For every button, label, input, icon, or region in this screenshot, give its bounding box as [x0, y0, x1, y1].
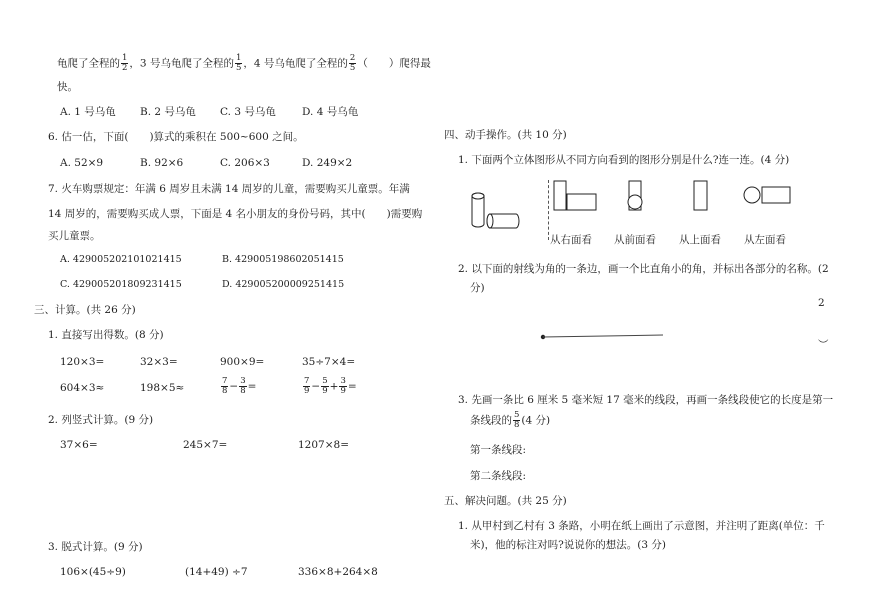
s3-p1-title: 1. 直接写出得数。(8 分): [48, 329, 164, 341]
s3-p1-r1-c1: 120×3=: [60, 356, 105, 368]
fraction-numerator: 7: [304, 376, 310, 386]
s5-q1-line1: 1. 从甲村到乙村有 3 条路，小明在纸上画出了示意图，并注明了距离(单位：千: [458, 520, 825, 532]
fraction-numerator: 1: [235, 53, 242, 63]
s3-p2-title: 2. 列竖式计算。(9 分): [48, 414, 154, 426]
equals: =: [347, 380, 357, 393]
fraction: [239, 377, 246, 396]
divider-dashed: [548, 180, 549, 240]
q7-option-b: B. 429005198602051415: [222, 254, 344, 265]
s4-q3-line1: 3. 先画一条比 6 厘米 5 毫米短 17 毫米的线段，再画一条线段使它的长度是第一: [458, 394, 834, 406]
fraction-denominator: 9: [340, 386, 346, 396]
fraction-denominator: 8: [222, 386, 228, 396]
operator: −: [311, 380, 321, 393]
q5-text-d: （ ）爬得最: [357, 57, 431, 70]
view-shape-2: [626, 180, 646, 212]
q6-option-d: D. 249×2: [302, 157, 353, 169]
view-label-top: 从上面看: [679, 234, 721, 246]
q7-option-a: A. 429005202101021415: [60, 254, 182, 265]
s3-p3-item2: (14+49) ÷7: [185, 566, 248, 578]
s4-q3-seg2: 第二条线段:: [470, 470, 527, 482]
solids-figure: [468, 190, 528, 232]
q5-text-a: 龟爬了全程的: [57, 57, 120, 70]
q5-line1: [57, 54, 431, 73]
fraction-numerator: 3: [240, 376, 246, 386]
fraction-2-5: [349, 54, 356, 73]
s3-p1-r2-c1: 604×3≈: [60, 382, 105, 394]
fraction-numerator: 3: [340, 376, 346, 386]
fraction-numerator: 1: [122, 53, 128, 63]
fraction-denominator: 8: [240, 386, 246, 396]
s3-p1-r2-c3: [220, 377, 256, 396]
s4-q1-stem: 1. 下面两个立体图形从不同方向看到的图形分别是什么?连一连。(4 分): [458, 154, 790, 166]
fraction-1-5: [235, 54, 242, 73]
s4-q2-line1: 2. 以下面的射线为角的一条边，画一个比直角小的角，并标出各部分的名称。(2: [458, 263, 829, 275]
fraction-5-8: [513, 411, 520, 430]
s3-p1-r1-c3: 900×9=: [220, 356, 265, 368]
side-mark: 2: [818, 297, 825, 309]
view-shape-1: [553, 180, 598, 212]
q6-option-a: A. 52×9: [60, 157, 104, 169]
ray-figure: [538, 330, 668, 342]
fraction-denominator: 5: [349, 63, 356, 73]
s3-p3-item1: 106×(45÷9): [60, 566, 126, 578]
s5-q1-line2: 米)，他的标注对吗?说说你的想法。(3 分): [470, 539, 666, 551]
q7-line2: 14 周岁的，需要购买成人票，下面是 4 名小朋友的身份号码，其中( )需要购: [48, 208, 423, 220]
q5-text-b: ，3 号乌龟爬了全程的: [129, 57, 234, 70]
s3-p1-r2-c2: 198×5≈: [140, 382, 185, 394]
view-label-left: 从左面看: [744, 234, 786, 246]
operator: −: [229, 380, 239, 393]
s4-q3-text-b: (4 分): [521, 414, 551, 427]
q5-option-a: A. 1 号乌龟: [60, 106, 116, 118]
section3-title: 三、计算。(共 26 分): [34, 304, 136, 316]
q7-line1: 7. 火车购票规定：年满 6 周岁且未满 14 周岁的儿童，需要购买儿童票。年满: [48, 183, 410, 195]
section4-title: 四、动手操作。(共 10 分): [444, 129, 567, 141]
s3-p1-r1-c2: 32×3=: [140, 356, 178, 368]
fraction: [339, 377, 346, 396]
fraction-denominator: 5: [235, 63, 242, 73]
q5-option-c: C. 3 号乌龟: [220, 106, 276, 118]
s3-p2-item1: 37×6=: [60, 439, 98, 451]
s4-q3-line2: [470, 411, 550, 430]
fraction-1-2: [121, 54, 128, 73]
fraction: [321, 377, 328, 396]
fraction-numerator: 7: [222, 376, 228, 386]
s3-p1-r2-c4: [302, 377, 357, 396]
s3-p2-item3: 1207×8=: [298, 439, 349, 451]
s3-p3-title: 3. 脱式计算。(9 分): [48, 541, 143, 553]
fraction-denominator: 9: [322, 386, 328, 396]
q7-option-d: D. 429005200009251415: [222, 279, 345, 290]
q6-stem: 6. 估一估，下面( )算式的乘积在 500~600 之间。: [48, 131, 304, 143]
q5-line2: 快。: [57, 81, 78, 93]
q7-line3: 买儿童票。: [48, 230, 101, 242]
fraction-denominator: 9: [304, 386, 310, 396]
s3-p3-item3: 336×8+264×8: [298, 566, 378, 578]
fraction-numerator: 5: [514, 410, 520, 420]
s3-p2-item2: 245×7=: [183, 439, 228, 451]
q6-option-c: C. 206×3: [220, 157, 270, 169]
q5-option-d: D. 4 号乌龟: [302, 106, 359, 118]
q7-option-c: C. 429005201809231415: [60, 279, 182, 290]
view-shape-3: [692, 180, 712, 212]
view-label-front: 从前面看: [614, 234, 656, 246]
q5-text-c: ，4 号乌龟爬了全程的: [243, 57, 348, 70]
fraction-numerator: 5: [322, 376, 328, 386]
fraction: [221, 377, 228, 396]
fraction-denominator: 8: [514, 420, 520, 430]
q6-option-b: B. 92×6: [140, 157, 184, 169]
s4-q3-seg1: 第一条线段:: [470, 444, 527, 456]
equals: =: [247, 380, 257, 393]
s4-q3-text-a: 条线段的: [470, 414, 512, 427]
s4-q2-line2: 分): [470, 282, 485, 294]
fraction-denominator: 2: [122, 63, 128, 73]
side-mark-2: ︶: [818, 339, 829, 351]
fraction: [303, 377, 310, 396]
fraction-numerator: 2: [349, 53, 356, 63]
s3-p1-r1-c4: 35÷7×4=: [302, 356, 356, 368]
section5-title: 五、解决问题。(共 25 分): [444, 495, 567, 507]
view-shape-4: [742, 184, 792, 206]
operator: +: [329, 380, 339, 393]
q5-option-b: B. 2 号乌龟: [140, 106, 196, 118]
view-label-right: 从右面看: [550, 234, 592, 246]
